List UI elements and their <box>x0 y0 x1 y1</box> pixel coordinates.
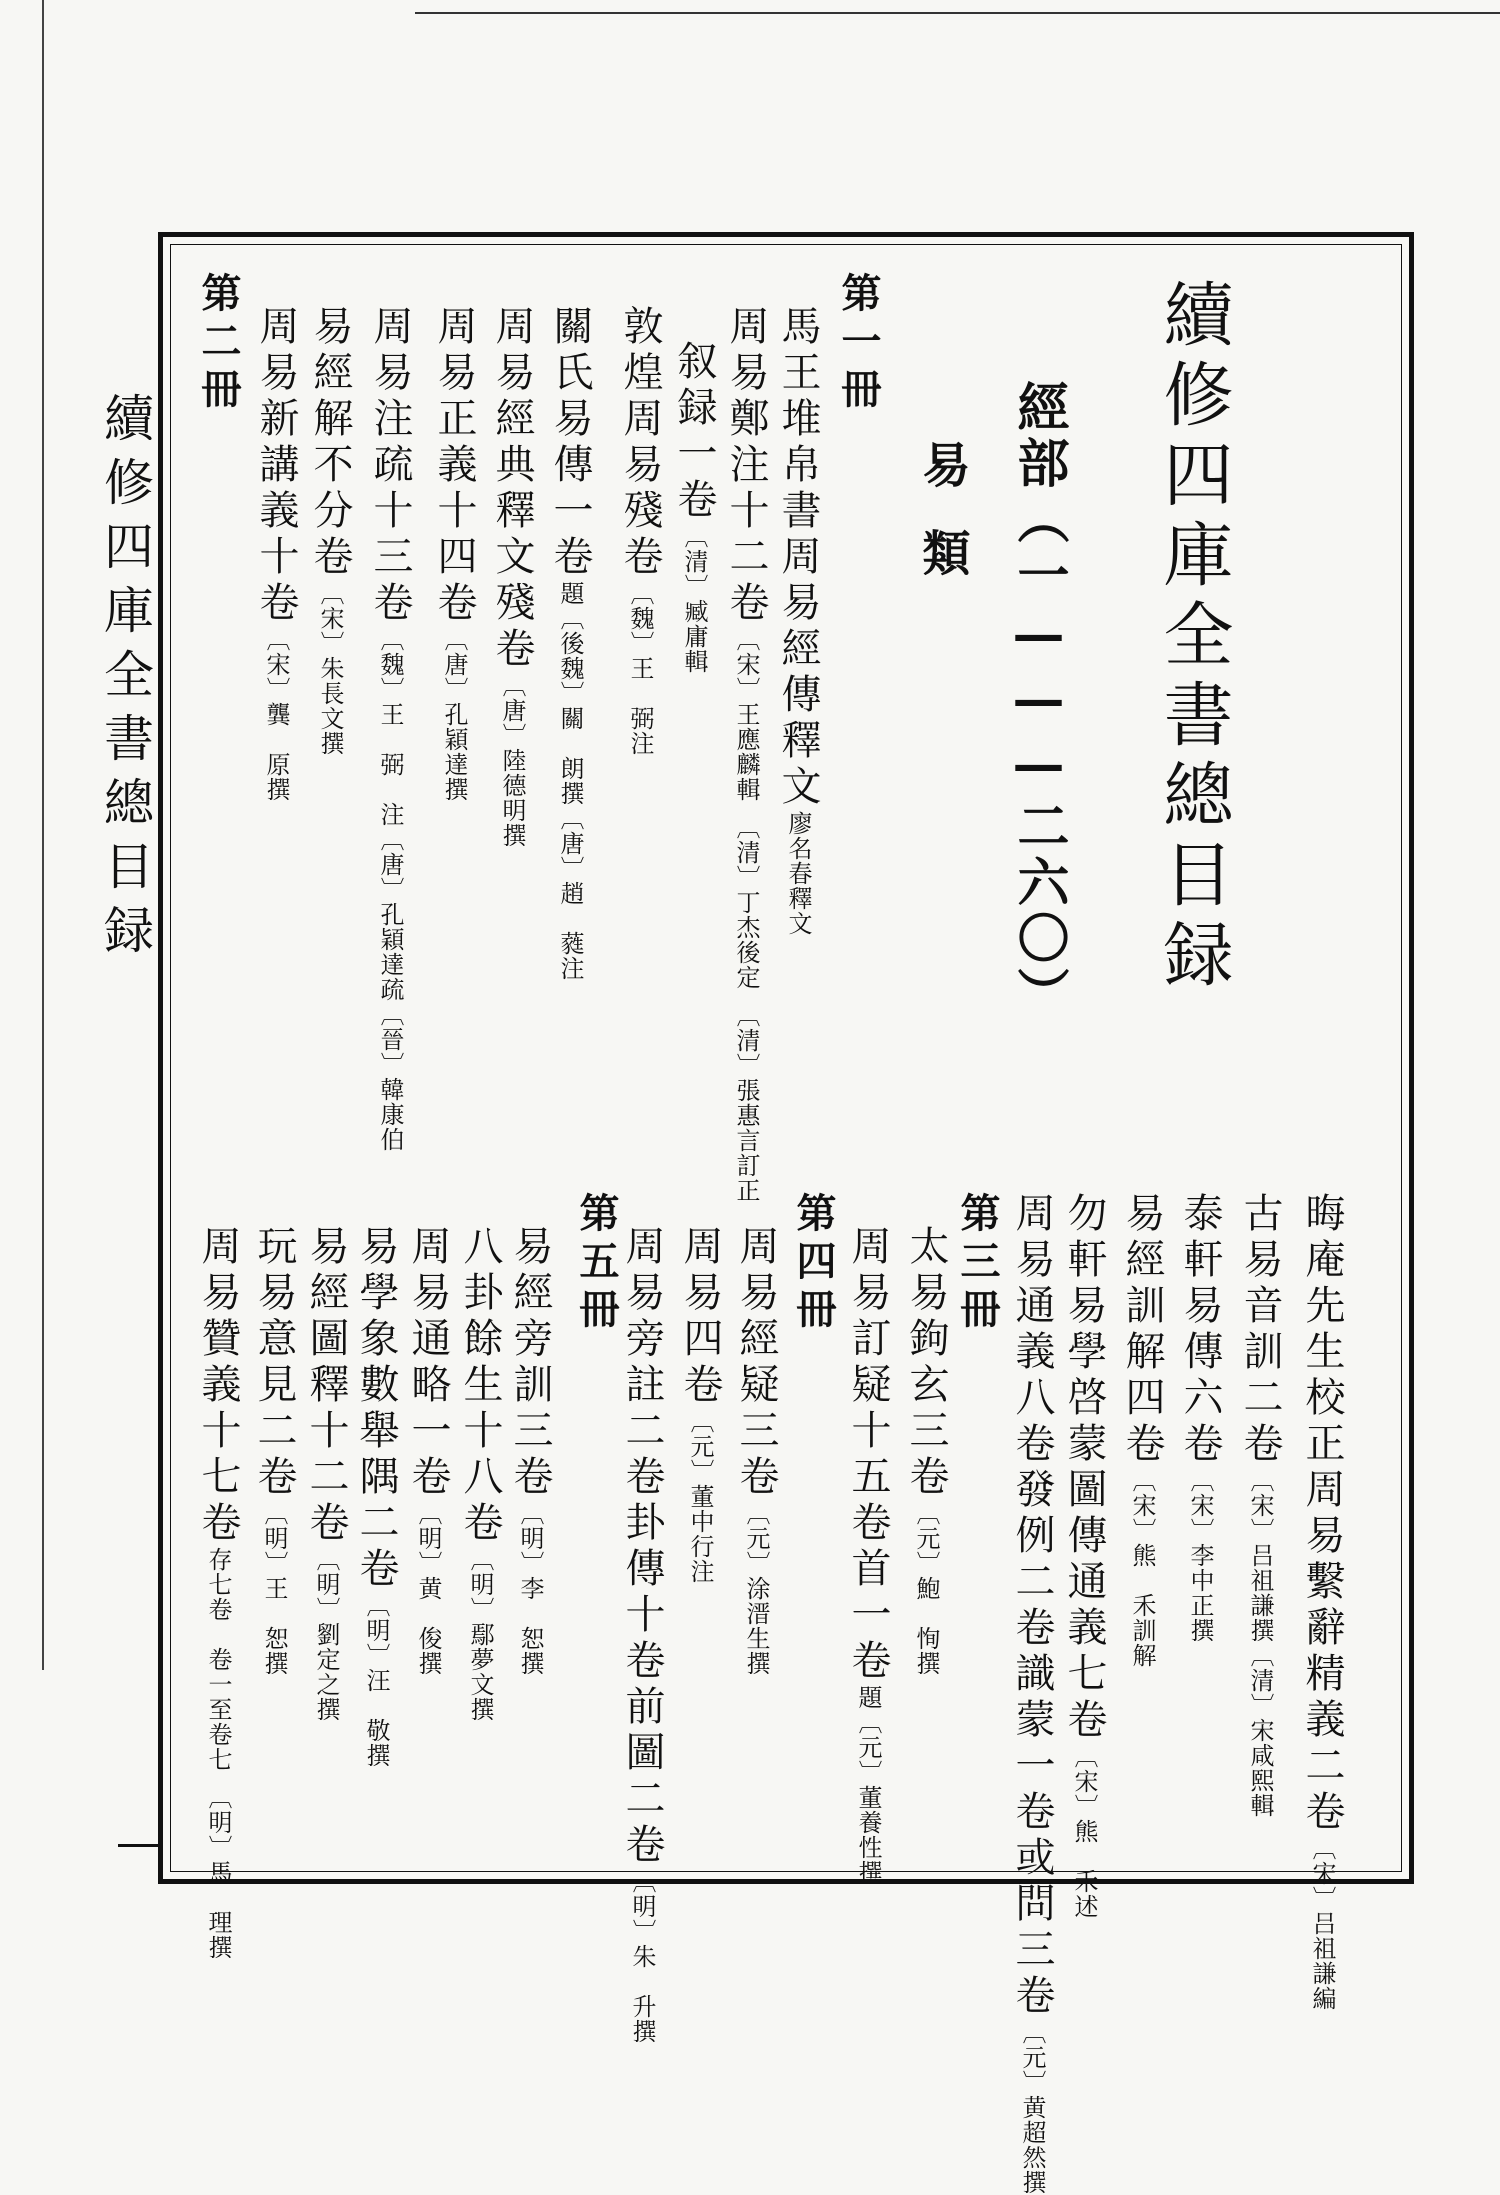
entry-attribution: 〔明〕劉定之撰 <box>312 1547 340 1722</box>
entry-attribution: 〔宋〕李中正撰 <box>1186 1468 1214 1643</box>
entry-title: 周易訂疑十五卷首一卷 <box>845 1225 891 1685</box>
entry-attribution: 〔元〕涂溍生撰 <box>742 1501 770 1676</box>
entry-title: 周易新講義十卷 <box>253 305 299 627</box>
catalog-entry <box>845 1225 891 1885</box>
catalog-entry <box>1009 1192 1055 2195</box>
top-page-edge-rule <box>415 12 1500 14</box>
entry-title: 周易四卷 <box>677 1225 723 1409</box>
catalog-entry <box>367 305 413 1152</box>
entry-title: 周易注疏十三卷 <box>367 305 413 627</box>
entry-attribution: 〔唐〕陸德明撰 <box>498 673 526 848</box>
entry-title: 關氏易傳一卷 <box>547 305 593 581</box>
volume-heading-4: 第四冊 <box>790 1192 837 1336</box>
entry-attribution: 〔清〕臧庸輯 <box>680 524 708 674</box>
main-title: 續修四庫全書總目録 <box>1152 278 1234 998</box>
volume-heading-3: 第三冊 <box>954 1192 1001 1336</box>
entry-title: 易經旁訓三卷 <box>507 1225 553 1501</box>
entry-attribution: 〔宋〕龔 原撰 <box>262 627 290 802</box>
entry-attribution: 〔明〕王 恕撰 <box>260 1501 288 1676</box>
left-page-edge-rule <box>42 0 44 1670</box>
entry-attribution: 〔明〕李 恕撰 <box>516 1501 544 1676</box>
entry-title: 泰軒易傳六卷 <box>1177 1192 1223 1468</box>
catalog-entry <box>677 1225 723 1584</box>
entry-attribution: 〔明〕汪 敬撰 <box>362 1593 390 1768</box>
catalog-entry <box>619 1225 665 2044</box>
catalog-entry <box>671 340 717 674</box>
volume-heading-5: 第五冊 <box>573 1192 620 1336</box>
entry-attribution: 〔明〕鄢夢文撰 <box>466 1547 494 1722</box>
catalog-entry <box>617 305 663 756</box>
side-title: 續修四庫全書總目録 <box>96 392 154 968</box>
entry-attribution: 〔宋〕熊 禾述 <box>1070 1744 1098 1919</box>
entry-title: 叙録一卷 <box>671 340 717 524</box>
entry-title: 晦庵先生校正周易繫辭精義二卷 <box>1299 1192 1345 1836</box>
entry-title: 易經解不分卷 <box>307 305 353 581</box>
entry-attribution: 〔明〕黄 俊撰 <box>414 1501 442 1676</box>
catalog-entry <box>733 1225 779 1676</box>
catalog-entry <box>1119 1192 1165 1668</box>
entry-attribution: 〔魏〕王 弼注 <box>626 581 654 756</box>
entry-attribution: 〔明〕朱 升撰 <box>628 1869 656 2044</box>
entry-title: 易經訓解四卷 <box>1119 1192 1165 1468</box>
catalog-entry <box>405 1225 451 1676</box>
entry-attribution: 〔宋〕王應麟輯 〔清〕丁杰後定 〔清〕張惠言訂正 <box>732 627 760 1203</box>
entry-title: 古易音訓二卷 <box>1237 1192 1283 1468</box>
catalog-entry <box>253 305 299 802</box>
entry-attribution: 〔魏〕王 弼 注〔唐〕孔穎達疏〔晉〕韓康伯 <box>376 627 404 1152</box>
entry-attribution: 廖名春釋文 <box>784 811 812 936</box>
entry-title: 周易贊義十七卷 <box>195 1225 241 1547</box>
entry-title: 周易經典釋文殘卷 <box>489 305 535 673</box>
catalog-entry <box>307 305 353 756</box>
entry-title: 周易經疑三卷 <box>733 1225 779 1501</box>
entry-attribution: 〔元〕董中行注 <box>686 1409 714 1584</box>
catalog-entry <box>303 1225 349 1722</box>
entry-attribution: 〔宋〕吕祖謙編 <box>1308 1836 1336 2011</box>
entry-title: 勿軒易學啓蒙圖傳通義七卷 <box>1061 1192 1107 1744</box>
catalog-entry <box>1177 1192 1223 1643</box>
entry-attribution: 〔宋〕吕祖謙撰〔清〕宋咸熙輯 <box>1246 1468 1274 1818</box>
entry-title: 玩易意見二卷 <box>251 1225 297 1501</box>
entry-attribution: 〔宋〕朱長文撰 <box>316 581 344 756</box>
volume-heading-2: 第二冊 <box>195 272 242 416</box>
catalog-entry <box>723 305 769 1203</box>
catalog-entry <box>547 305 593 981</box>
catalog-entry <box>353 1225 399 1768</box>
catalog-entry <box>457 1225 503 1722</box>
entry-title: 周易正義十四卷 <box>431 305 477 627</box>
catalog-entry <box>903 1225 949 1676</box>
entry-title: 周易鄭注十二卷 <box>723 305 769 627</box>
page-number-mark <box>118 1844 160 1847</box>
entry-title: 周易通略一卷 <box>405 1225 451 1501</box>
entry-attribution: 存七卷 卷一至卷七 〔明〕馬 理撰 <box>204 1547 232 1960</box>
entry-attribution: 〔唐〕孔穎達撰 <box>440 627 468 802</box>
entry-attribution: 題〔元〕董養性撰 <box>854 1685 882 1885</box>
catalog-entry <box>195 1225 241 1960</box>
catalog-entry <box>1061 1192 1107 1919</box>
catalog-entry <box>431 305 477 802</box>
entry-title: 八卦餘生十八卷 <box>457 1225 503 1547</box>
entry-title: 敦煌周易殘卷 <box>617 305 663 581</box>
part-title: 經部（一———二六〇） <box>1008 380 1069 1023</box>
category-title: 易類 <box>914 440 970 616</box>
entry-attribution: 題〔後魏〕關 朗撰〔唐〕趙 蕤注 <box>556 581 584 981</box>
catalog-entry <box>507 1225 553 1676</box>
entry-title: 馬王堆帛書周易經傳釋文 <box>775 305 821 811</box>
catalog-entry <box>489 305 535 848</box>
catalog-entry <box>1299 1192 1345 2011</box>
volume-heading-1: 第一冊 <box>835 272 882 416</box>
entry-attribution: 〔宋〕熊 禾訓解 <box>1128 1468 1156 1668</box>
entry-title: 周易通義八卷發例二卷識蒙一卷或問三卷 <box>1009 1192 1055 2020</box>
entry-title: 易學象數舉隅二卷 <box>353 1225 399 1593</box>
entry-title: 周易旁註二卷卦傳十卷前圖二卷 <box>619 1225 665 1869</box>
entry-title: 易經圖釋十二卷 <box>303 1225 349 1547</box>
catalog-entry <box>251 1225 297 1676</box>
entry-title: 太易鉤玄三卷 <box>903 1225 949 1501</box>
catalog-entry <box>775 305 821 936</box>
catalog-entry <box>1237 1192 1283 1818</box>
entry-attribution: 〔元〕鮑 恂撰 <box>912 1501 940 1676</box>
entry-attribution: 〔元〕黄超然撰 <box>1018 2020 1046 2195</box>
